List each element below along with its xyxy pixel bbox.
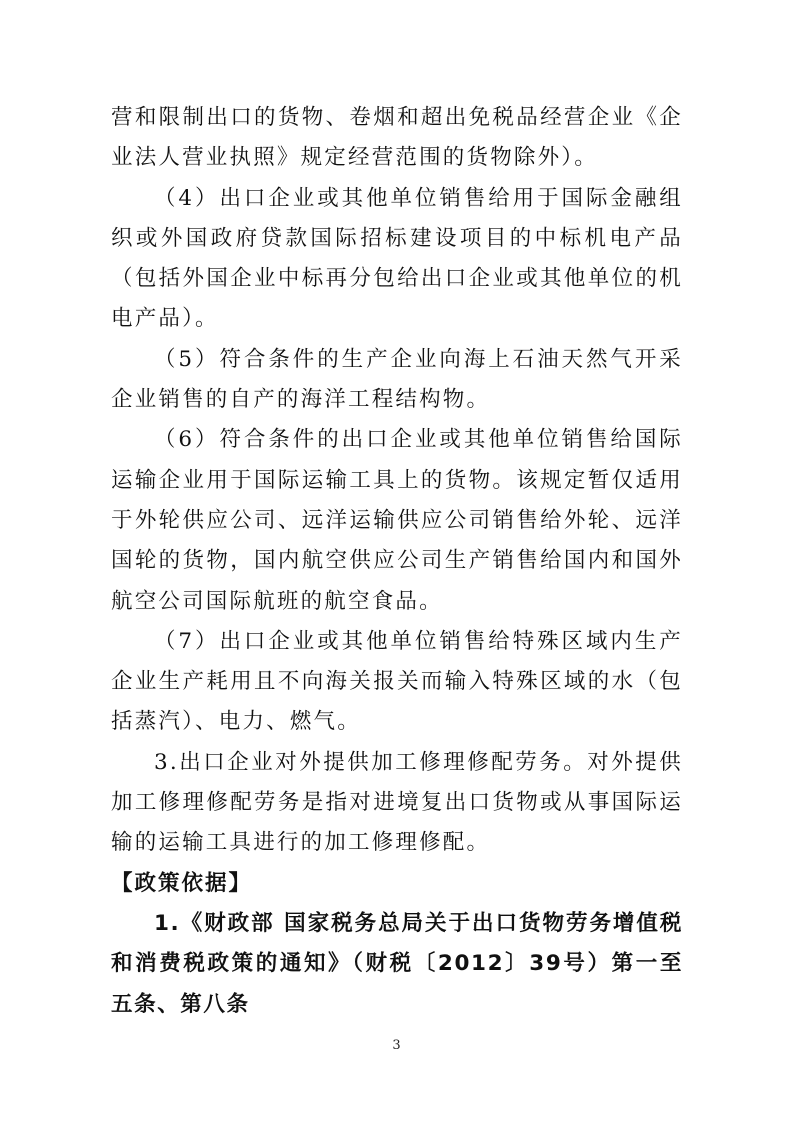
paragraph-item-4: （4）出口企业或其他单位销售给用于国际金融组织或外国政府贷款国际招标建设项目的中标机电产品（包括外国企业中标再分包给出口企业或其他单位的机电产品）。 [111,185,683,332]
document-body [111,98,683,1025]
page-number: 3 [392,1038,401,1053]
paragraph-item-5: （5）符合条件的生产企业向海上石油天然气开采企业销售的自产的海洋工程结构物。 [111,346,683,413]
paragraph-point-3: 3.出口企业对外提供加工修理修配劳务。对外提供加工修理修配劳务是指对进境复出口货物或从事国际运输的运输工具进行的加工修理修配。 [111,749,683,856]
paragraph-item-6: （6）符合条件的出口企业或其他单位销售给国际运输企业用于国际运输工具上的货物。该规定暂仅适用于外轮供应公司、远洋运输供应公司销售给外轮、远洋国轮的货物，国内航空供应公司生产销售给国内和国外航空公司国际航班的航空食品。 [111,427,683,614]
paragraph-item-7: （7）出口企业或其他单位销售给特殊区域内生产企业生产耗用且不向海关报关而输入特殊区域的水（包括蒸汽）、电力、燃气。 [111,628,683,735]
section-heading: 【政策依据】 [111,870,253,896]
policy-basis-item-1: 1.《财政部 国家税务总局关于出口货物劳务增值税和消费税政策的通知》（财税〔2012〕39号）第一至五条、第八条 [111,910,683,1017]
paragraph-continued: 营和限制出口的货物、卷烟和超出免税品经营企业《企业法人营业执照》规定经营范围的货物除外）。 [111,105,683,171]
